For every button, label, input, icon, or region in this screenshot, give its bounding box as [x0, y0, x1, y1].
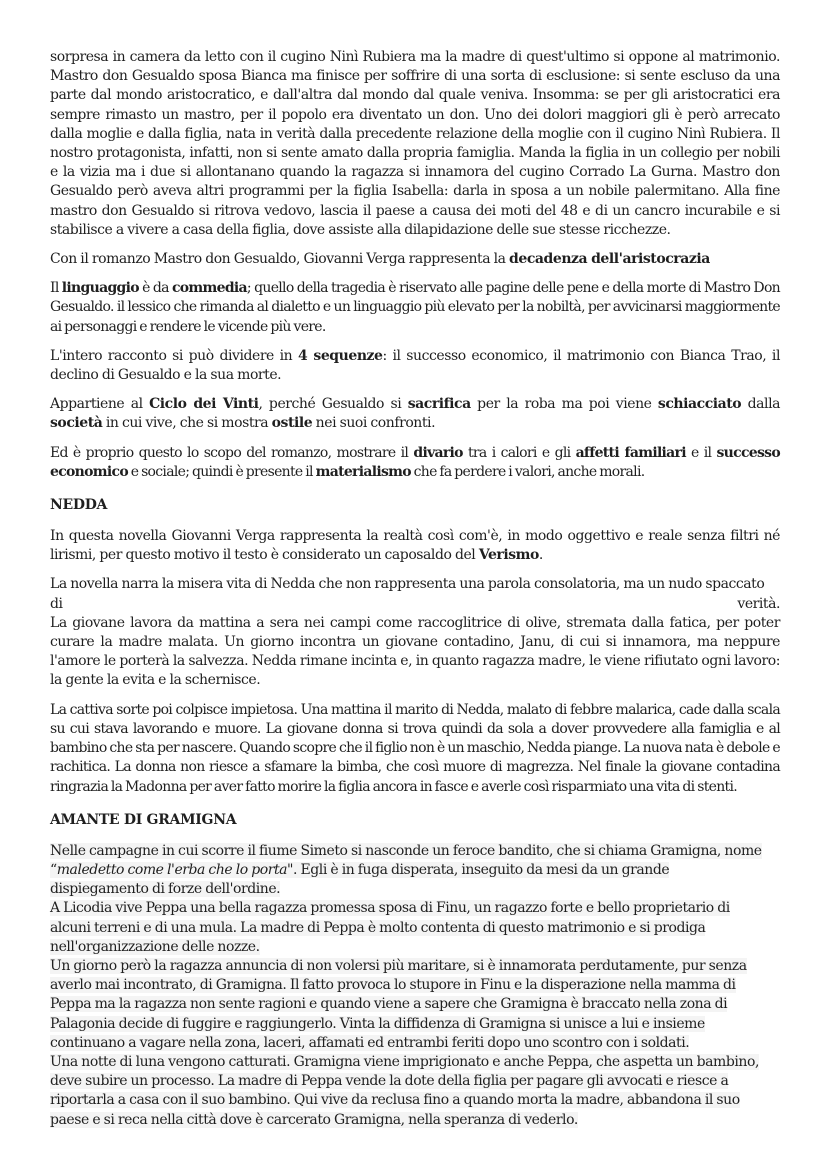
- section-heading-nedda: NEDDA: [50, 497, 108, 514]
- paragraph-ciclo-vinti: Appartiene al Ciclo dei Vinti, perché Gesualdo si sacrifica per la roba ma poi viene schiacciato dalla società in cui vive, che si mostra ostile nei suoi confronti.: [50, 396, 780, 432]
- bold-term: decadenza dell'aristocrazia: [509, 251, 710, 268]
- text-line: paese e si reca nella città dove è carcerato Gramigna, nella speranza di vederlo.: [50, 1111, 578, 1128]
- section-heading-gramigna: AMANTE DI GRAMIGNA: [50, 811, 237, 828]
- justified-line: di verità.: [50, 595, 780, 612]
- text-line: averlo mai incontrato, di Gramigna. Il fatto provoca lo stupore in Finu e la disperazione nella mamma di: [50, 977, 736, 994]
- italic-quote: maledetto come l'erba che lo porta: [56, 861, 288, 878]
- paragraph-gesualdo-plot: sorpresa in camera da letto con il cugino Ninì Rubiera ma la madre di quest'ultimo si oppone al matrimonio. Mastro don Gesualdo sposa Bianca ma finisce per soffrire di una sorta di esclusione: si sente escluso da una parte dal mondo aristocratico, e dall'altra dal mondo dal quale veniva. Insomma: se per gli aristocratici era sempre rimasto un mastro, per il popolo era diventato un don. Uno dei dolori maggiori gli è però arrecato dalla moglie e dalla figlia, nata in verità dalla precedente relazione della moglie con il cugino Ninì Rubiera. Il nostro protagonista, infatti, non si sente amato dalla propria famiglia. Manda la figlia in un collegio per nobili e la vizia ma i due si allontanano quando la ragazza si innamora del cugino Corrado La Gurna. Mastro don Gesualdo però aveva altri programmi per la figlia Isabella: darla in sposa a un nobile palermitano. Alla fine mastro don Gesualdo si ritrova vedovo, lascia il paese a causa dei moti del 48 e di un cancro incurabile e si stabilisce a vivere a casa della figlia, dove assiste alla dilapidazione delle sue stesse ricchezze.: [50, 49, 780, 238]
- text-line: “maledetto come l'erba che lo porta". Egli è in fuga disperata, inseguito da mesi da un grande: [50, 861, 670, 878]
- bold-term: commedia: [171, 280, 247, 297]
- bold-term: sacrifica: [407, 396, 471, 413]
- bold-term: schiacciato: [657, 396, 742, 413]
- text-line: deve subire un processo. La madre di Peppa vende la dote della figlia per pagare gli avvocati e riesce a: [50, 1073, 729, 1090]
- paragraph-sequenze: L'intero racconto si può dividere in 4 sequenze: il successo economico, il matrimonio con Bianca Trao, il declino di Gesualdo e la sua morte.: [50, 347, 780, 384]
- paragraph-linguaggio: Il linguaggio è da commedia; quello della tragedia è riservato alle pagine delle pene e della morte di Mastro Don Gesualdo. il lessico che rimanda al dialetto e un linguaggio più elevato per la nobiltà, per avvicinarsi maggiormente ai personaggi e rendere le vicende più vere.: [50, 280, 781, 335]
- paragraph-nedda-ending: La cattiva sorte poi colpisce impietosa. Una mattina il marito di Nedda, malato di febbre malarica, cade dalla scala su cui stava lavorando e muore. La giovane donna si trova quindi da sola a dover provvedere alla famiglia e al bambino che sta per nascere. Quando scopre che il figlio non è un maschio, Nedda piange. La nuova nata è debole e rachitica. La donna non riesce a sfamare la bimba, che così muore di magrezza. Nel finale la giovane contadina ringrazia la Madonna per aver fatto morire la figlia ancora in fasce e averle così risparmiato una vita di stenti.: [50, 701, 780, 795]
- paragraph-decadenza: Con il romanzo Mastro don Gesualdo, Giovanni Verga rappresenta la decadenza dell'aristocrazia: [50, 251, 710, 268]
- bold-term: successo economico: [50, 444, 780, 480]
- bold-term: materialismo: [315, 463, 411, 480]
- text-line: continuano a vagare nella zona, laceri, affamati ed entrambi feriti dopo uno scontro con i soldati.: [50, 1034, 690, 1051]
- text-line: Una notte di luna vengono catturati. Gramigna viene imprigionato e anche Peppa, che aspetta un bambino,: [50, 1053, 759, 1070]
- text-line: dispiegamento di forze dell'ordine.: [50, 881, 281, 898]
- text-line: alcuni terreni e di una mula. La madre di Peppa è molto contenta di questo matrimonio e si prodiga: [50, 919, 706, 936]
- text-line: A Licodia vive Peppa una bella ragazza promessa sposa di Finu, un ragazzo forte e bello proprietario di: [50, 900, 730, 917]
- bold-term: linguaggio: [61, 280, 139, 297]
- gramigna-text-block: [50, 842, 780, 1130]
- paragraph-nedda-intro: In questa novella Giovanni Verga rappresenta la realtà così com'è, in modo oggettivo e reale senza filtri né lirismi, per questo motivo il testo è considerato un caposaldo del Verismo.: [50, 528, 780, 564]
- bold-term: Verismo: [478, 547, 539, 564]
- paragraph-nedda-story: La novella narra la misera vita di Nedda che non rappresenta una parola consolatoria, ma un nudo spaccato di verità. La giovane lavora da mattina a sera nei campi come raccoglitrice di olive, stremata dalla fatica, per poter curare la madre malata. Un giorno incontra un giovane contadino, Janu, di cui si innamora, ma neppure l'amore le porterà la salvezza. Nedda rimane incinta e, in quanto ragazza madre, le viene rifiutato ogni lavoro: la gente la evita e la schernisce.: [50, 576, 780, 689]
- text-line: Nelle campagne in cui scorre il fiume Simeto si nasconde un feroce bandito, che si chiama Gramigna, nome: [50, 842, 762, 859]
- bold-term: affetti familiari: [575, 444, 686, 461]
- bold-term: 4 sequenze: [297, 347, 383, 364]
- bold-term: Ciclo dei Vinti: [149, 396, 259, 413]
- paragraph-scopo: Ed è proprio questo lo scopo del romanzo, mostrare il divario tra i calori e gli affetti familiari e il successo economico e sociale; quindi è presente il materialismo che fa perdere i valori, anche morali.: [50, 444, 780, 480]
- bold-term: ostile: [271, 415, 313, 432]
- text-line: riportarla a casa con il suo bambino. Qui vive da reclusa fino a quando morta la madre, abbandona il suo: [50, 1092, 740, 1109]
- text-line: nell'organizzazione delle nozze.: [50, 938, 260, 955]
- text-line: Palagonia decide di fuggire e raggiungerlo. Vinta la diffidenza di Gramigna si unisce a lui e insieme: [50, 1015, 705, 1032]
- bold-term: divario: [413, 444, 463, 461]
- bold-term: società: [50, 415, 103, 432]
- text-line: Peppa ma la ragazza non sente ragioni e quando viene a sapere che Gramigna è braccato nella zona di: [50, 996, 728, 1013]
- text-line: Un giorno però la ragazza annuncia di non volersi più maritare, si è innamorata perdutamente, pur senza: [50, 957, 747, 974]
